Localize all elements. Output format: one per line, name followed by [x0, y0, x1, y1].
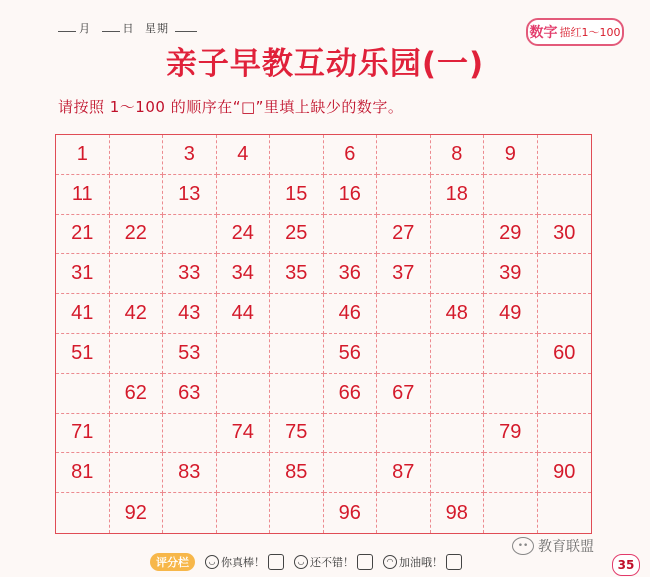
- grid-cell: 24: [217, 215, 271, 255]
- score-label: 评分栏: [150, 553, 195, 571]
- weekday-blank: [175, 31, 197, 32]
- grid-cell: 75: [270, 414, 324, 454]
- grid-cell: 35: [270, 254, 324, 294]
- grid-cell[interactable]: [217, 175, 271, 215]
- grid-cell: 39: [484, 254, 538, 294]
- rating-tryharder-checkbox[interactable]: [446, 554, 462, 570]
- grid-cell[interactable]: [377, 334, 431, 374]
- rating-good-label: 还不错！: [310, 556, 354, 569]
- grid-cell: 4: [217, 135, 271, 175]
- rating-great: [205, 554, 284, 570]
- grid-cell[interactable]: [538, 294, 592, 334]
- grid-cell: 56: [324, 334, 378, 374]
- day-blank: [102, 31, 120, 32]
- grid-cell[interactable]: [110, 414, 164, 454]
- grid-cell[interactable]: [324, 414, 378, 454]
- day-label: 日: [122, 22, 135, 35]
- grid-cell[interactable]: [431, 215, 485, 255]
- grid-cell[interactable]: [270, 294, 324, 334]
- grid-cell: 34: [217, 254, 271, 294]
- grid-cell[interactable]: [110, 135, 164, 175]
- grid-cell[interactable]: [484, 374, 538, 414]
- grid-cell: 63: [163, 374, 217, 414]
- badge-main: 数字: [529, 25, 558, 41]
- grid-cell[interactable]: [270, 334, 324, 374]
- grid-cell[interactable]: [484, 175, 538, 215]
- grid-cell[interactable]: [163, 215, 217, 255]
- grid-cell[interactable]: [538, 374, 592, 414]
- grid-cell: 67: [377, 374, 431, 414]
- page-number: 35: [612, 554, 640, 576]
- grid-cell: 33: [163, 254, 217, 294]
- grid-cell: 90: [538, 453, 592, 493]
- grid-cell: 79: [484, 414, 538, 454]
- number-grid: [55, 134, 592, 534]
- grid-cell: 15: [270, 175, 324, 215]
- grid-cell[interactable]: [217, 493, 271, 533]
- grid-cell: 43: [163, 294, 217, 334]
- grid-cell: 25: [270, 215, 324, 255]
- grid-cell: 98: [431, 493, 485, 533]
- page-title: 亲子早教互动乐园(一): [165, 46, 485, 82]
- grid-cell[interactable]: [56, 493, 110, 533]
- grid-cell[interactable]: [377, 493, 431, 533]
- grid-cell: 48: [431, 294, 485, 334]
- grid-cell[interactable]: [377, 294, 431, 334]
- grid-cell[interactable]: [538, 135, 592, 175]
- rating-tryharder: [383, 554, 462, 570]
- watermark-text: 教育联盟: [538, 539, 594, 555]
- grid-cell[interactable]: [431, 374, 485, 414]
- grid-cell: 60: [538, 334, 592, 374]
- grid-cell: 53: [163, 334, 217, 374]
- grid-cell[interactable]: [324, 453, 378, 493]
- grid-cell[interactable]: [431, 334, 485, 374]
- grid-cell: 74: [217, 414, 271, 454]
- grid-cell[interactable]: [484, 453, 538, 493]
- grid-cell[interactable]: [484, 493, 538, 533]
- grid-cell[interactable]: [324, 215, 378, 255]
- month-blank: [58, 31, 76, 32]
- instruction-text: 请按照 1～100 的顺序在“□”里填上缺少的数字。: [58, 98, 404, 116]
- grid-cell[interactable]: [377, 414, 431, 454]
- grid-cell[interactable]: [110, 453, 164, 493]
- grid-cell: 22: [110, 215, 164, 255]
- grid-cell[interactable]: [538, 414, 592, 454]
- grid-cell[interactable]: [538, 493, 592, 533]
- grid-cell[interactable]: [484, 334, 538, 374]
- footer-rating: [150, 553, 462, 571]
- grid-cell: 71: [56, 414, 110, 454]
- rating-great-checkbox[interactable]: [268, 554, 284, 570]
- grid-cell: 41: [56, 294, 110, 334]
- grid-cell: 62: [110, 374, 164, 414]
- month-label: 月: [79, 22, 91, 35]
- grid-cell[interactable]: [270, 135, 324, 175]
- grid-cell[interactable]: [110, 334, 164, 374]
- grid-cell: 83: [163, 453, 217, 493]
- grid-cell: 8: [431, 135, 485, 175]
- neutral-face-icon: ◡: [294, 555, 308, 569]
- grid-cell: 46: [324, 294, 378, 334]
- grid-cell[interactable]: [217, 453, 271, 493]
- grid-cell: 16: [324, 175, 378, 215]
- grid-cell[interactable]: [163, 414, 217, 454]
- grid-cell: 1: [56, 135, 110, 175]
- smile-face-icon: ◡: [205, 555, 219, 569]
- grid-cell: 96: [324, 493, 378, 533]
- grid-cell: 49: [484, 294, 538, 334]
- grid-cell[interactable]: [431, 254, 485, 294]
- grid-cell: 66: [324, 374, 378, 414]
- grid-cell: 27: [377, 215, 431, 255]
- grid-cell[interactable]: [217, 374, 271, 414]
- grid-cell[interactable]: [377, 135, 431, 175]
- rating-good: [294, 554, 373, 570]
- grid-cell: 92: [110, 493, 164, 533]
- grid-cell[interactable]: [431, 414, 485, 454]
- grid-cell: 9: [484, 135, 538, 175]
- grid-cell[interactable]: [270, 374, 324, 414]
- grid-cell: 3: [163, 135, 217, 175]
- grid-cell[interactable]: [110, 254, 164, 294]
- grid-cell: 87: [377, 453, 431, 493]
- grid-cell: 44: [217, 294, 271, 334]
- grid-cell: 30: [538, 215, 592, 255]
- grid-cell[interactable]: [538, 175, 592, 215]
- grid-cell[interactable]: [110, 175, 164, 215]
- grid-cell: 42: [110, 294, 164, 334]
- grid-cell[interactable]: [431, 453, 485, 493]
- grid-cell: 29: [484, 215, 538, 255]
- grid-cell: 21: [56, 215, 110, 255]
- grid-cell[interactable]: [538, 254, 592, 294]
- grid-cell[interactable]: [270, 493, 324, 533]
- sad-face-icon: ◠: [383, 555, 397, 569]
- rating-great-label: 你真棒！: [221, 556, 265, 569]
- watermark: [512, 536, 594, 556]
- grid-cell: 36: [324, 254, 378, 294]
- grid-cell: 85: [270, 453, 324, 493]
- grid-cell: 11: [56, 175, 110, 215]
- rating-good-checkbox[interactable]: [357, 554, 373, 570]
- grid-cell[interactable]: [217, 334, 271, 374]
- grid-cell: 31: [56, 254, 110, 294]
- grid-cell: 13: [163, 175, 217, 215]
- grid-cell: 18: [431, 175, 485, 215]
- grid-cell: 6: [324, 135, 378, 175]
- grid-cell[interactable]: [377, 175, 431, 215]
- rating-tryharder-label: 加油哦！: [399, 556, 443, 569]
- grid-cell: 51: [56, 334, 110, 374]
- grid-cell[interactable]: [56, 374, 110, 414]
- wechat-icon: ••: [512, 537, 534, 555]
- grid-cell[interactable]: [163, 493, 217, 533]
- weekday-label: 星期: [145, 22, 169, 35]
- grid-cell: 81: [56, 453, 110, 493]
- badge-sub: 描红1～100: [559, 26, 621, 39]
- grid-cell: 37: [377, 254, 431, 294]
- date-line: [58, 20, 200, 36]
